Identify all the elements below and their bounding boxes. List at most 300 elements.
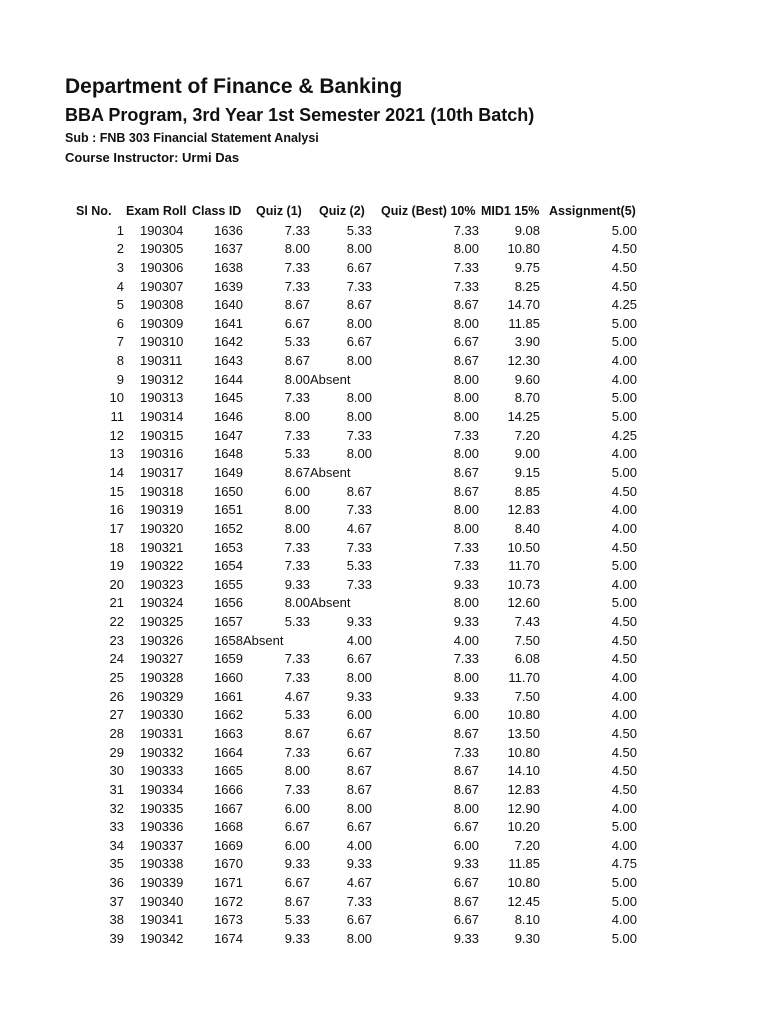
cell-quiz-1: 7.33 [284,651,310,667]
col-header-quiz-1: Quiz (1) [256,204,302,218]
cell-quiz-1: 5.33 [284,707,310,723]
cell-sl-no: 15 [109,483,124,499]
cell-exam-roll: 190315 [140,427,184,443]
cell-quiz-best: 7.33 [453,222,479,238]
cell-mid1: 9.75 [514,259,540,275]
table-row [0,632,768,651]
cell-sl-no: 10 [109,390,124,406]
cell-quiz-1: 7.33 [284,427,310,443]
cell-quiz-2: 8.00 [346,930,372,946]
cell-class-id: 1636 [214,222,243,238]
cell-exam-roll: 190310 [140,334,184,350]
table-row [0,222,768,241]
cell-exam-roll: 190319 [140,502,184,518]
cell-quiz-1: 8.00 [284,595,310,611]
cell-mid1: 14.25 [507,409,540,425]
cell-quiz-best: 8.00 [453,241,479,257]
table-row [0,706,768,725]
cell-quiz-1: 8.00 [284,763,310,779]
table-row [0,427,768,446]
subject-line: Sub : FNB 303 Financial Statement Analysi [65,131,319,145]
cell-class-id: 1665 [214,763,243,779]
cell-quiz-1: 7.33 [284,744,310,760]
cell-sl-no: 31 [109,781,124,797]
instructor-line: Course Instructor: Urmi Das [65,150,240,165]
cell-mid1: 10.80 [507,707,540,723]
cell-quiz-1: 9.33 [284,930,310,946]
table-row [0,613,768,632]
cell-assignment: 4.50 [611,241,637,257]
cell-quiz-2: 4.00 [346,632,372,648]
cell-quiz-2: 6.67 [346,912,372,928]
cell-assignment: 4.25 [611,297,637,313]
table-row [0,333,768,352]
table-row [0,800,768,819]
cell-quiz-1: 8.67 [284,297,310,313]
cell-assignment: 4.50 [611,725,637,741]
cell-quiz-best: 7.33 [453,259,479,275]
cell-assignment: 4.00 [611,800,637,816]
cell-assignment: 5.00 [611,334,637,350]
cell-sl-no: 29 [109,744,124,760]
cell-sl-no: 16 [109,502,124,518]
cell-class-id: 1651 [214,502,243,518]
cell-exam-roll: 190304 [140,222,184,238]
cell-exam-roll: 190305 [140,241,184,257]
cell-quiz-1: 5.33 [284,614,310,630]
cell-assignment: 5.00 [611,819,637,835]
cell-quiz-2: Absent [310,464,351,480]
table-row [0,911,768,930]
col-header-quiz-best: Quiz (Best) 10% [381,204,476,218]
cell-quiz-best: 7.33 [453,558,479,574]
cell-quiz-best: 8.00 [453,520,479,536]
cell-quiz-1: 9.33 [284,576,310,592]
cell-class-id: 1672 [214,893,243,909]
cell-exam-roll: 190333 [140,763,184,779]
cell-quiz-best: 8.00 [453,315,479,331]
cell-exam-roll: 190322 [140,558,184,574]
table-row [0,762,768,781]
cell-quiz-1: 7.33 [284,539,310,555]
table-row [0,278,768,297]
cell-quiz-1: 8.00 [284,409,310,425]
cell-assignment: 4.50 [611,539,637,555]
cell-exam-roll: 190307 [140,278,184,294]
cell-exam-roll: 190328 [140,670,184,686]
cell-exam-roll: 190321 [140,539,184,555]
cell-assignment: 4.00 [611,371,637,387]
cell-quiz-2: 9.33 [346,688,372,704]
cell-mid1: 7.20 [514,427,540,443]
cell-quiz-2: 6.67 [346,651,372,667]
cell-quiz-best: 6.67 [453,912,479,928]
cell-class-id: 1648 [214,446,243,462]
cell-quiz-best: 6.67 [453,875,479,891]
table-row [0,389,768,408]
table-body [0,222,768,949]
cell-quiz-2: 8.00 [346,241,372,257]
cell-class-id: 1638 [214,259,243,275]
cell-quiz-2: 8.00 [346,800,372,816]
cell-quiz-2: 6.67 [346,725,372,741]
cell-mid1: 12.83 [507,502,540,518]
cell-mid1: 7.43 [514,614,540,630]
cell-mid1: 10.80 [507,241,540,257]
cell-quiz-2: 8.67 [346,297,372,313]
table-row [0,483,768,502]
cell-assignment: 4.50 [611,744,637,760]
cell-quiz-best: 7.33 [453,427,479,443]
table-row [0,725,768,744]
cell-class-id: 1669 [214,837,243,853]
cell-quiz-best: 4.00 [453,632,479,648]
cell-class-id: 1660 [214,670,243,686]
cell-exam-roll: 190312 [140,371,184,387]
cell-quiz-1: 8.67 [284,725,310,741]
cell-sl-no: 37 [109,893,124,909]
table-row [0,464,768,483]
cell-class-id: 1641 [214,315,243,331]
cell-exam-roll: 190329 [140,688,184,704]
cell-assignment: 4.00 [611,688,637,704]
cell-exam-roll: 190337 [140,837,184,853]
col-header-class-id: Class ID [192,204,242,218]
cell-assignment: 4.50 [611,614,637,630]
cell-class-id: 1649 [214,464,243,480]
cell-quiz-2: 8.00 [346,409,372,425]
cell-quiz-2: 7.33 [346,278,372,294]
cell-mid1: 10.73 [507,576,540,592]
cell-class-id: 1639 [214,278,243,294]
cell-sl-no: 28 [109,725,124,741]
cell-quiz-best: 8.00 [453,390,479,406]
cell-quiz-best: 7.33 [453,651,479,667]
cell-sl-no: 5 [116,297,124,313]
table-row [0,539,768,558]
document-header [65,72,534,168]
cell-exam-roll: 190316 [140,446,184,462]
cell-exam-roll: 190306 [140,259,184,275]
cell-mid1: 6.08 [514,651,540,667]
cell-assignment: 4.50 [611,483,637,499]
cell-assignment: 4.00 [611,837,637,853]
cell-mid1: 12.45 [507,893,540,909]
cell-quiz-best: 8.00 [453,670,479,686]
table-row [0,371,768,390]
cell-quiz-2: 7.33 [346,893,372,909]
cell-sl-no: 32 [109,800,124,816]
cell-assignment: 4.50 [611,278,637,294]
table-row [0,669,768,688]
cell-assignment: 4.00 [611,353,637,369]
cell-quiz-1: 9.33 [284,856,310,872]
cell-quiz-1: 6.67 [284,315,310,331]
cell-quiz-1: 8.00 [284,241,310,257]
cell-quiz-best: 8.00 [453,409,479,425]
cell-mid1: 12.30 [507,353,540,369]
cell-assignment: 5.00 [611,875,637,891]
marks-table [0,203,768,949]
cell-exam-roll: 190309 [140,315,184,331]
cell-exam-roll: 190308 [140,297,184,313]
cell-assignment: 5.00 [611,222,637,238]
cell-sl-no: 23 [109,632,124,648]
cell-sl-no: 4 [116,278,124,294]
cell-quiz-best: 9.33 [453,576,479,592]
cell-quiz-1: 6.67 [284,819,310,835]
col-header-mid1: MID1 15% [481,204,540,218]
cell-class-id: 1666 [214,781,243,797]
cell-assignment: 5.00 [611,409,637,425]
cell-quiz-1: 6.00 [284,837,310,853]
table-row [0,557,768,576]
cell-mid1: 11.70 [508,558,540,574]
cell-quiz-1: 7.33 [284,558,310,574]
cell-quiz-2: 8.00 [346,390,372,406]
cell-class-id: 1642 [214,334,243,350]
cell-quiz-2: 9.33 [346,614,372,630]
cell-sl-no: 7 [116,334,124,350]
table-row [0,818,768,837]
department-title: Department of Finance & Banking [65,75,403,98]
cell-quiz-best: 7.33 [453,744,479,760]
cell-exam-roll: 190338 [140,856,184,872]
cell-class-id: 1664 [214,744,243,760]
table-row [0,930,768,949]
cell-quiz-best: 8.67 [453,297,479,313]
cell-exam-roll: 190323 [140,576,184,592]
cell-quiz-1: 8.67 [284,893,310,909]
cell-exam-roll: 190317 [140,464,184,480]
cell-sl-no: 1 [116,222,124,238]
cell-assignment: 5.00 [611,315,637,331]
cell-quiz-1: 5.33 [284,912,310,928]
cell-sl-no: 30 [109,763,124,779]
cell-sl-no: 21 [109,595,124,611]
cell-quiz-2: 8.00 [346,353,372,369]
cell-assignment: 4.50 [611,763,637,779]
cell-class-id: 1657 [214,614,243,630]
table-row [0,744,768,763]
cell-mid1: 10.80 [507,875,540,891]
cell-exam-roll: 190332 [140,744,184,760]
cell-mid1: 7.50 [514,688,540,704]
cell-exam-roll: 190327 [140,651,184,667]
cell-class-id: 1661 [214,688,243,704]
cell-assignment: 4.50 [611,632,637,648]
cell-quiz-best: 9.33 [453,930,479,946]
cell-quiz-best: 9.33 [453,688,479,704]
cell-quiz-best: 8.67 [453,483,479,499]
cell-quiz-2: Absent [310,371,351,387]
cell-quiz-best: 9.33 [453,614,479,630]
cell-sl-no: 14 [109,464,124,480]
cell-quiz-2: 7.33 [346,502,372,518]
cell-sl-no: 38 [109,912,124,928]
cell-assignment: 4.00 [611,707,637,723]
cell-class-id: 1658 [214,632,243,648]
table-row [0,781,768,800]
cell-quiz-best: 8.00 [453,502,479,518]
cell-mid1: 3.90 [514,334,540,350]
cell-assignment: 5.00 [611,930,637,946]
cell-quiz-best: 8.67 [453,464,479,480]
cell-quiz-best: 6.00 [453,707,479,723]
cell-class-id: 1663 [214,725,243,741]
table-row [0,837,768,856]
cell-quiz-2: 8.67 [346,763,372,779]
cell-mid1: 12.90 [507,800,540,816]
cell-mid1: 8.25 [514,278,540,294]
cell-assignment: 4.50 [611,781,637,797]
cell-class-id: 1647 [214,427,243,443]
cell-class-id: 1671 [214,875,243,891]
table-row [0,650,768,669]
cell-quiz-2: 4.00 [346,837,372,853]
cell-sl-no: 9 [116,371,124,387]
cell-quiz-1: 8.67 [284,353,310,369]
cell-sl-no: 17 [109,520,124,536]
cell-quiz-2: 7.33 [346,427,372,443]
cell-quiz-1: 8.00 [284,502,310,518]
cell-mid1: 7.20 [514,837,540,853]
cell-quiz-1: 7.33 [284,390,310,406]
cell-mid1: 9.30 [514,930,540,946]
cell-quiz-2: 8.67 [346,781,372,797]
cell-quiz-1: 8.00 [284,371,310,387]
table-row [0,874,768,893]
cell-sl-no: 27 [109,707,124,723]
cell-sl-no: 3 [116,259,124,275]
cell-sl-no: 11 [110,409,124,425]
cell-quiz-best: 7.33 [453,539,479,555]
cell-class-id: 1646 [214,409,243,425]
cell-class-id: 1656 [214,595,243,611]
cell-sl-no: 39 [109,930,124,946]
cell-exam-roll: 190342 [140,930,184,946]
cell-mid1: 9.00 [514,446,540,462]
table-row [0,688,768,707]
program-title: BBA Program, 3rd Year 1st Semester 2021 (10th Batch) [65,105,535,125]
cell-exam-roll: 190330 [140,707,184,723]
cell-quiz-best: 9.33 [453,856,479,872]
cell-sl-no: 2 [116,241,124,257]
table-row [0,240,768,259]
cell-quiz-best: 8.00 [453,595,479,611]
cell-quiz-2: Absent [310,595,351,611]
cell-sl-no: 25 [109,670,124,686]
cell-mid1: 10.20 [507,819,540,835]
cell-quiz-best: 8.67 [453,353,479,369]
cell-assignment: 4.00 [611,912,637,928]
cell-assignment: 5.00 [611,464,637,480]
cell-quiz-1: 8.00 [284,520,310,536]
cell-mid1: 9.15 [514,464,540,480]
cell-assignment: 4.50 [611,259,637,275]
cell-exam-roll: 190341 [140,912,184,928]
table-row [0,445,768,464]
cell-assignment: 5.00 [611,595,637,611]
cell-assignment: 5.00 [611,893,637,909]
cell-sl-no: 33 [109,819,124,835]
cell-class-id: 1659 [214,651,243,667]
cell-mid1: 8.70 [514,390,540,406]
cell-assignment: 4.00 [611,502,637,518]
table-header-row [0,203,768,222]
cell-quiz-2: 5.33 [346,558,372,574]
table-row [0,501,768,520]
cell-mid1: 11.70 [508,670,540,686]
cell-quiz-best: 8.00 [453,371,479,387]
cell-exam-roll: 190331 [140,725,184,741]
cell-exam-roll: 190318 [140,483,184,499]
cell-exam-roll: 190320 [140,520,184,536]
cell-sl-no: 12 [109,427,124,443]
cell-sl-no: 20 [109,576,124,592]
cell-mid1: 11.85 [508,856,540,872]
cell-sl-no: 8 [116,353,124,369]
cell-assignment: 4.25 [611,427,637,443]
cell-exam-roll: 190324 [140,595,184,611]
cell-quiz-1: 7.33 [284,781,310,797]
cell-class-id: 1643 [214,353,243,369]
table-row [0,259,768,278]
cell-sl-no: 19 [109,558,124,574]
cell-quiz-2: 8.00 [346,315,372,331]
col-header-assignment: Assignment(5) [549,204,636,218]
cell-mid1: 7.50 [514,632,540,648]
cell-quiz-1: 5.33 [284,334,310,350]
cell-mid1: 8.85 [514,483,540,499]
cell-quiz-best: 8.67 [453,893,479,909]
cell-class-id: 1653 [214,539,243,555]
cell-mid1: 14.70 [507,297,540,313]
cell-sl-no: 13 [109,446,124,462]
cell-quiz-2: 4.67 [346,520,372,536]
col-header-sl-no: Sl No. [76,204,112,218]
cell-mid1: 8.10 [514,912,540,928]
cell-quiz-2: 6.67 [346,819,372,835]
cell-quiz-1: 6.00 [284,800,310,816]
cell-sl-no: 22 [109,614,124,630]
cell-sl-no: 26 [109,688,124,704]
cell-sl-no: 34 [109,837,124,853]
cell-exam-roll: 190311 [140,353,183,369]
cell-class-id: 1637 [214,241,243,257]
cell-quiz-2: 6.67 [346,744,372,760]
cell-quiz-1: 8.67 [284,464,310,480]
cell-quiz-2: 8.00 [346,446,372,462]
cell-class-id: 1667 [214,800,243,816]
cell-quiz-1: 7.33 [284,222,310,238]
cell-quiz-best: 6.00 [453,837,479,853]
cell-quiz-best: 6.67 [453,819,479,835]
cell-quiz-best: 8.00 [453,800,479,816]
cell-mid1: 8.40 [514,520,540,536]
cell-quiz-1: 6.00 [284,483,310,499]
table-row [0,576,768,595]
cell-mid1: 12.60 [507,595,540,611]
cell-assignment: 4.00 [611,446,637,462]
cell-class-id: 1654 [214,558,243,574]
cell-quiz-1: 7.33 [284,259,310,275]
cell-mid1: 9.60 [514,371,540,387]
cell-quiz-1: 5.33 [284,446,310,462]
cell-quiz-2: 6.67 [346,259,372,275]
cell-quiz-2: 9.33 [346,856,372,872]
cell-mid1: 14.10 [507,763,540,779]
